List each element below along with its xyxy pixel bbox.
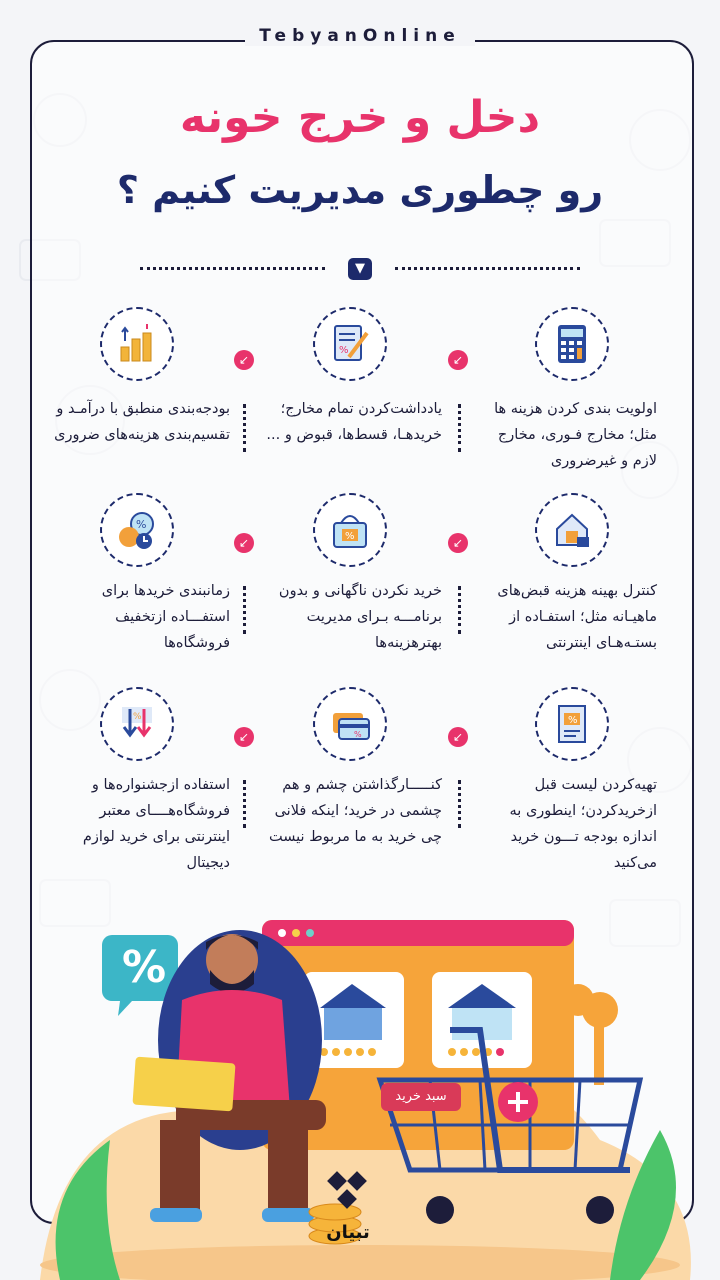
dotted-separator: [243, 586, 249, 634]
svg-text:%: %: [133, 712, 142, 722]
svg-text:%: %: [136, 518, 147, 531]
down-arrow-icon: ▼: [348, 258, 372, 280]
dotted-separator: [458, 780, 464, 828]
arrow-bullet-icon: ↙: [448, 350, 468, 370]
tip-text: کنترل بهینه هزینه قبض‌های ماهیـانه مثل؛ استفـاده از بستـه‌هـای اینترنتی: [497, 583, 657, 651]
svg-text:%: %: [354, 730, 362, 739]
dotted-separator: [243, 404, 249, 452]
calculator-icon: [535, 307, 609, 381]
dotted-separator: [458, 586, 464, 634]
arrow-bullet-icon: ↙: [234, 727, 254, 747]
house-bill-icon: [535, 493, 609, 567]
sale-arrows-icon: [100, 687, 174, 761]
arrow-bullet-icon: ↙: [234, 350, 254, 370]
dotted-separator: [458, 404, 464, 452]
title-line-2: رو چطوری مدیریت کنیم ؟: [116, 168, 604, 212]
credit-card-icon: [313, 687, 387, 761]
brand-header: [0, 26, 720, 46]
tip-text: یادداشت‌کردن تمام مخارج؛ خریدهـا، قسط‌ها، قبوض و ...: [266, 401, 442, 443]
cart-label: سبد خرید: [381, 1083, 461, 1111]
arrow-bullet-icon: ↙: [448, 727, 468, 747]
note-pen-icon: [313, 307, 387, 381]
budget-coins-icon: [100, 307, 174, 381]
tip-text: خرید نکردن ناگهانی و بدون برنامـــه بـرای مدیریت بهترهزینه‌ها: [278, 583, 442, 651]
tip-text: اولویت بندی کردن هزینه ها مثل؛ مخارج فـوری، مخارج لازم و غیرضروری: [494, 401, 657, 469]
tip-text: تهیه‌کردن لیست قبل ازخرید‌کردن؛ اینطوری به اندازه بودجه تـــون خرید می‌کنید: [509, 777, 657, 871]
discount-clock-icon: [100, 493, 174, 567]
svg-text:%: %: [339, 345, 349, 356]
svg-text:%: %: [345, 531, 355, 542]
brand-text: TebyanOnline: [245, 26, 475, 46]
percent-bubble: %: [121, 942, 167, 993]
dotted-separator: [243, 780, 249, 828]
tip-text: بودجه‌بندی منطبق با درآمـد و تقسیم‌بندی هزینه‌های ضروری: [54, 401, 230, 443]
divider: [140, 258, 580, 278]
svg-text:%: %: [568, 715, 578, 726]
shopping-list-icon: [535, 687, 609, 761]
tip-text: کنـــــارگذاشتن چشم و هم چشمی در خرید؛ اینکه فلانی چی خرید به ما مربوط نیست: [269, 777, 442, 845]
shopping-illustration: [0, 880, 720, 1280]
title-line-1: دخل و خرج خونه: [179, 92, 541, 143]
logo-text: تبیان: [326, 1222, 370, 1243]
tip-text: زمانبندی خریدها برای استفـــاده ازتخفیف فروشگاه‌ها: [101, 583, 230, 651]
tip-text: استفاده ازجشنواره‌ها و فروشگاه‌هــــای معتبر اینترنتی برای خرید لوازم دیجیتال: [82, 777, 230, 871]
arrow-bullet-icon: ↙: [234, 533, 254, 553]
arrow-bullet-icon: ↙: [448, 533, 468, 553]
shopping-basket-icon: [313, 493, 387, 567]
